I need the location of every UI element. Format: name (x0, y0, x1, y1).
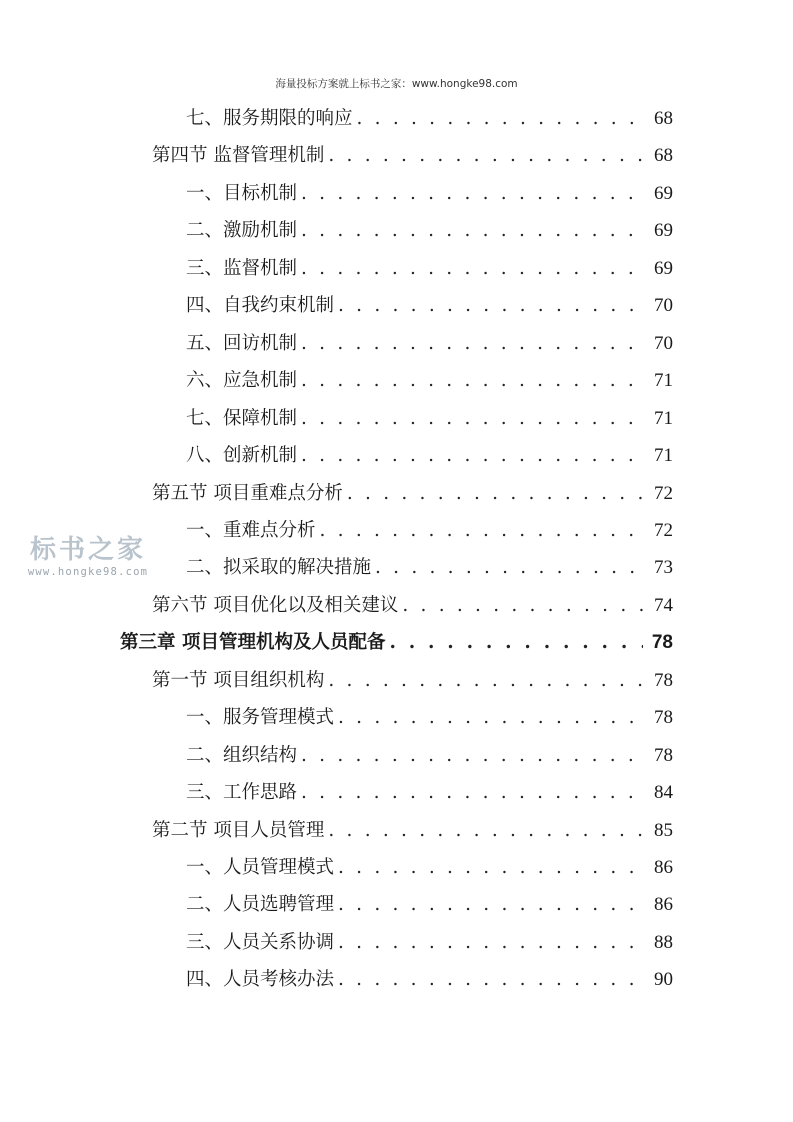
toc-entry-page-number: 72 (654, 519, 673, 541)
toc-leader-dots (334, 886, 643, 923)
toc-entry[interactable] (186, 961, 673, 998)
page-header: 海量投标方案就上标书之家：www.hongke98.com (275, 78, 518, 90)
toc-entry[interactable] (152, 137, 673, 174)
toc-leader-dots (297, 212, 643, 249)
toc-entry-page-number: 78 (654, 707, 673, 729)
toc-entry-page-number: 71 (654, 445, 673, 467)
toc-entry[interactable] (152, 587, 673, 624)
toc-leader-dots (297, 774, 643, 811)
toc-entry-label: 四、人员考核办法 (186, 969, 335, 991)
toc-entry-label: 三、人员关系协调 (186, 931, 335, 953)
toc-entry-label: 第四节 监督管理机制 (152, 145, 325, 167)
toc-entry-page-number: 86 (654, 857, 673, 878)
toc-entry-label: 八、创新机制 (186, 445, 298, 467)
watermark-url: www.hongke98.com (27, 566, 149, 578)
toc-leader-dots (297, 400, 643, 437)
toc-leader-dots (324, 812, 643, 849)
toc-leader-dots (297, 362, 643, 399)
toc-entry-page-number: 71 (654, 370, 673, 392)
toc-entry-page-number: 68 (654, 108, 673, 129)
toc-entry-label: 第三章 项目管理机构及人员配备 (120, 632, 386, 654)
toc-entry[interactable] (186, 100, 673, 137)
toc-leader-dots (385, 624, 643, 661)
toc-entry[interactable] (120, 624, 673, 661)
toc-entry[interactable] (152, 475, 673, 512)
toc-entry-label: 第五节 项目重难点分析 (152, 482, 343, 504)
toc-entry-page-number: 73 (654, 557, 673, 579)
toc-entry[interactable] (152, 812, 673, 849)
toc-entry-label: 一、目标机制 (186, 182, 298, 204)
toc-entry-label: 二、组织结构 (186, 744, 298, 766)
toc-entry[interactable] (186, 699, 673, 736)
toc-entry-label: 第一节 项目组织机构 (152, 669, 325, 691)
toc-entry[interactable] (186, 924, 673, 961)
toc-entry-page-number: 70 (654, 295, 673, 317)
toc-entry[interactable] (186, 512, 673, 549)
toc-entry-label: 二、人员选聘管理 (186, 894, 335, 916)
toc-leader-dots (297, 325, 643, 362)
toc-entry[interactable] (152, 662, 673, 699)
toc-entry-label: 一、重难点分析 (186, 519, 316, 541)
toc-entry-page-number: 86 (654, 894, 673, 916)
toc-entry-label: 七、保障机制 (186, 407, 298, 429)
toc-entry-page-number: 68 (654, 145, 673, 167)
toc-entry-page-number: 72 (654, 482, 673, 504)
toc-entry[interactable] (186, 362, 673, 399)
toc-entry-page-number: 88 (654, 931, 673, 953)
toc-entry-label: 一、人员管理模式 (186, 857, 335, 878)
toc-entry-page-number: 78 (654, 669, 673, 691)
toc-entry[interactable] (186, 325, 673, 362)
toc-leader-dots (297, 250, 643, 287)
toc-leader-dots (316, 512, 643, 549)
toc-entry[interactable] (186, 849, 673, 886)
toc-leader-dots (297, 175, 643, 212)
toc-entry-label: 三、工作思路 (186, 782, 298, 804)
toc-leader-dots (343, 475, 643, 512)
toc-leader-dots (297, 737, 643, 774)
toc-entry-page-number: 85 (654, 819, 673, 841)
toc-entry[interactable] (186, 549, 673, 586)
toc-entry-label: 二、拟采取的解决措施 (186, 557, 372, 579)
toc-leader-dots (334, 699, 643, 736)
toc-leader-dots (324, 137, 643, 174)
toc-entry-label: 第二节 项目人员管理 (152, 819, 325, 841)
toc-leader-dots (334, 287, 643, 324)
toc-entry-page-number: 69 (654, 182, 673, 204)
toc-entry-page-number: 90 (654, 969, 673, 991)
toc-leader-dots (353, 100, 643, 137)
toc-entry-label: 四、自我约束机制 (186, 295, 335, 317)
toc-leader-dots (371, 549, 643, 586)
toc-entry-page-number: 71 (654, 407, 673, 429)
toc-leader-dots (334, 849, 643, 886)
toc-entry[interactable] (186, 175, 673, 212)
toc-entry-page-number: 78 (651, 632, 673, 654)
toc-leader-dots (297, 437, 643, 474)
toc-entry[interactable] (186, 212, 673, 249)
toc-entry-label: 六、应急机制 (186, 370, 298, 392)
toc-entry-label: 第六节 项目优化以及相关建议 (152, 594, 399, 616)
toc-entry-page-number: 69 (654, 257, 673, 279)
toc-entry-label: 二、激励机制 (186, 220, 298, 242)
watermark-logo: 标书之家 (29, 535, 146, 565)
toc-entry[interactable] (186, 250, 673, 287)
toc-leader-dots (334, 961, 643, 998)
toc-entry[interactable] (186, 400, 673, 437)
toc-entry-page-number: 69 (654, 220, 673, 242)
toc-entry[interactable] (186, 774, 673, 811)
toc-entry-page-number: 84 (654, 782, 673, 804)
toc-entry-label: 五、回访机制 (186, 332, 298, 354)
toc-entry[interactable] (186, 886, 673, 923)
toc-entry[interactable] (186, 737, 673, 774)
toc-leader-dots (324, 662, 643, 699)
toc-leader-dots (334, 924, 643, 961)
toc-entry[interactable] (186, 287, 673, 324)
toc-entry-page-number: 78 (654, 744, 673, 766)
toc-entry-label: 七、服务期限的响应 (186, 108, 353, 129)
toc-entry-label: 三、监督机制 (186, 257, 298, 279)
toc-entry-label: 一、服务管理模式 (186, 707, 335, 729)
toc-entry[interactable] (186, 437, 673, 474)
watermark (8, 535, 168, 579)
toc-entry-page-number: 70 (654, 332, 673, 354)
toc-entry-page-number: 74 (654, 594, 673, 616)
toc-leader-dots (398, 587, 643, 624)
